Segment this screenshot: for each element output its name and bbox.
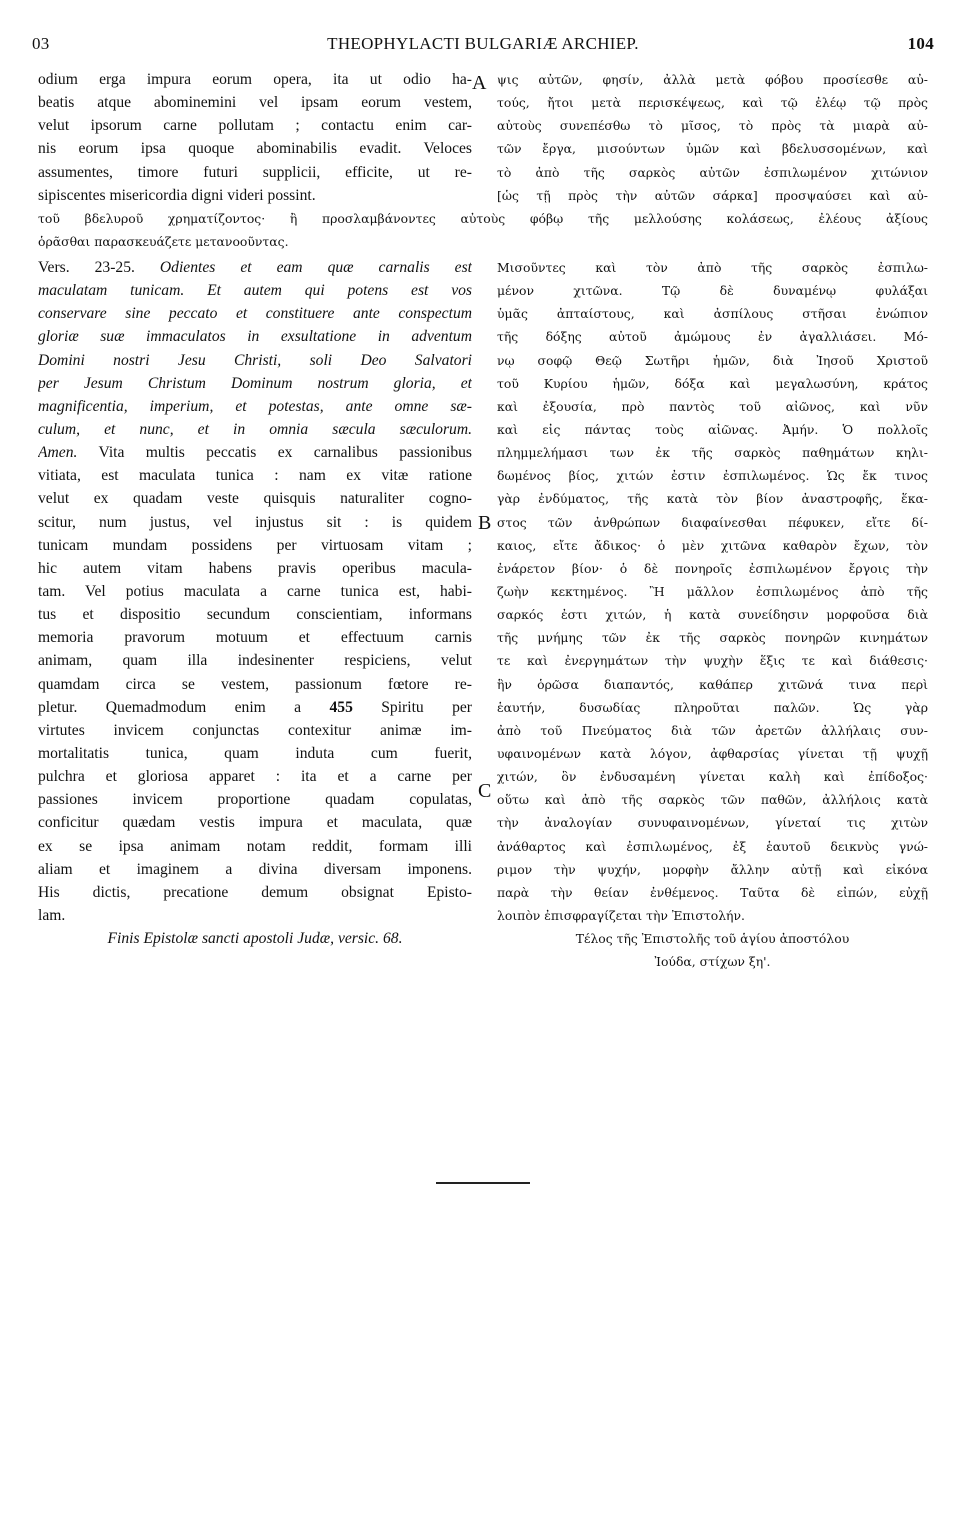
text-line: ριμον τὴν ψυχήν, μορφὴν ἄλλην αὐτῇ καὶ εἰκόνα [497, 861, 928, 877]
text-line: τούς, ἤτοι μετὰ περισκέψεως, καὶ τῷ ἐλέῳ τῷ πρὸς [497, 95, 928, 111]
text-line: καὶ ἐξουσία, πρὸ παντὸς τοῦ αἰῶνος, καὶ νῦν [497, 398, 928, 414]
migne-column-number: 455 [329, 698, 353, 716]
text-line: pulchra et gloriosa apparet : ita et a carne per [38, 768, 472, 786]
text-line: τὸ ἀπὸ τῆς σαρκὸς αὐτῶν ἐσπιλωμένον χιτώνιον [497, 164, 928, 180]
text-line: στος τῶν ἀνθρώπων διαφαίνεσθαι πέφυκεν, εἴτε δί- [497, 514, 928, 530]
text-line: καὶ εἰς πάντας τοὺς αἰῶνας. Ἀμήν. Ὁ πολλοῖς [497, 421, 928, 437]
page-number-left: 03 [32, 34, 50, 53]
verse-text: Odientes et eam quæ carnalis est [159, 259, 472, 276]
margin-letter-b: B [478, 512, 492, 534]
text-line: τῆς δόξης αὐτοῦ ἀμώμους ἐν ἀγαλλιάσει. Μό- [497, 329, 928, 345]
text-line: πλημμελήμασι των ἐκ τῆς σαρκὸς παθημάτων κηλι- [497, 445, 928, 461]
text-line: mortalitatis tunica, quam induta cum fuerit, [38, 744, 472, 762]
text-line: lam. [38, 906, 66, 924]
text-line: beatis atque abominemini vel ipsam eorum vestem, [38, 94, 472, 112]
text-line: σαρκός ἐστι χιτών, ἡ κατὰ συνείδησιν μορφοῦσα διὰ [497, 607, 928, 623]
text-line: Μισοῦντες καὶ τὸν ἀπὸ τῆς σαρκὸς ἐσπιλω- [497, 260, 928, 275]
text-span: Spiritu per [381, 698, 472, 716]
latin-top-paragraph [38, 68, 472, 207]
page-number-right: 104 [907, 34, 934, 53]
text-line: παρὰ τὴν θείαν ἐνθέμενος. Ταῦτα δὲ εἰπών, εὐχῇ [497, 884, 928, 900]
page-marker-line [38, 696, 472, 719]
text-span: pletur. Quemadmodum enim a [38, 698, 302, 716]
text-line: γὰρ ἐνδύματος, τῆς κατὰ τὸν βίον ἀναστροφῆς, ἕκα- [497, 491, 928, 507]
verse-heading-line [38, 256, 472, 279]
text-line: καιος, εἴτε ἄδικος· ὁ μὲν χιτῶνα καθαρὸν ἔχων, τὸν [497, 537, 928, 553]
text-line: τοῦ Κυρίου ἡμῶν, δόξα καὶ μεγαλωσύνη, κράτος [497, 375, 928, 391]
end-rule [436, 1182, 530, 1184]
text-line: velut ipsorum carne pollutam ; contactu enim car- [38, 117, 472, 135]
text-line: ἀπὸ τοῦ Πνεύματος διὰ τῶν ἀρετῶν ἀλλήλαις συν- [497, 722, 928, 738]
text-line: assumentes, timore futuri supplicii, efficite, ut re- [38, 163, 472, 181]
text-line: hic autem vitam habens pravis operibus macula- [38, 559, 472, 577]
text-line: ἑαυτήν, δυσωδίας πληροῦται παλῶν. Ὡς γὰρ [497, 699, 928, 715]
greek-top-paragraph [497, 68, 928, 207]
text-line: gloriæ suæ immaculatos in exsultatione in adventum [38, 328, 472, 346]
text-line: tus et dispositio secundum conscientiam, informans [38, 606, 472, 624]
margin-letter-c: C [478, 780, 492, 802]
text-line: odium erga impura eorum opera, ita ut odio ha- [38, 71, 472, 88]
text-span: Vita multis peccatis ex carnalibus passionibus [98, 444, 472, 462]
text-line: vitiata, est maculata tunica : nam ex vitæ ratione [38, 467, 472, 485]
text-line: ἣν ὁρῶσα διαπαντός, καθάπερ χιτῶνά τινα περὶ [497, 676, 928, 692]
text-line: ἀνάθαρτος καὶ ἐσπιλωμένος, ἐξ ἑαυτοῦ δεικνὺς γνώ- [497, 838, 928, 854]
closing-note-line: Τέλος τῆς Ἐπιστολῆς τοῦ ἁγίου ἀποστόλου [575, 931, 850, 947]
greek-commentary-column [497, 256, 928, 973]
text-line: τῶν ἔργα, μισούντων ὑμῶν καὶ βδελυσσομένων, καὶ [497, 141, 928, 157]
text-line: virtutes invicem conjunctas contexitur animæ im- [38, 721, 472, 739]
text-line: δωμένος βίος, χιτών ἐστιν ἐσπιλωμένος. Ὡς ἔκ τινος [497, 468, 928, 484]
amen-word: Amen. [38, 444, 78, 462]
text-line: τοῦ βδελυροῦ χρηματίζοντος· ἢ προσλαμβάνοντες αὐτοὺς φόβῳ τῆς μελλούσης κολάσεως, ἐλέους ἀξίους [38, 211, 928, 226]
closing-note-line: Ἰούδα, στίχων ξη'. [654, 954, 771, 970]
text-line: maculatam tunicam. Et autem qui potens est vos [38, 282, 472, 300]
text-line: per Jesum Christum Dominum nostrum gloria, et [38, 374, 472, 392]
text-line: τε καὶ ἐνεργημάτων τὴν ψυχὴν ἕξις τε καὶ διάθεσις· [497, 653, 928, 669]
text-line: οὕτω καὶ ἀπὸ τῆς σαρκὸς τῶν παθῶν, ἀλλήλοις κατὰ [497, 792, 928, 808]
text-line: aliam et imaginem a divina diversam imponens. [38, 860, 472, 878]
text-line: [ὡς τῇ πρὸς τὴν αὐτῶν σάρκα] προσψαύσει καὶ αὐ- [497, 187, 928, 203]
amen-line [38, 441, 472, 464]
text-line: passiones invicem proportione quadam copulatas, [38, 791, 472, 809]
text-line: ἐνάρετον βίον· ὁ δὲ πονηροῖς ἐσπιλωμένον ἔργοις τὴν [497, 560, 928, 576]
text-line: culum, et nunc, et in omnia sæcula sæculorum. [38, 420, 472, 438]
text-line: quamdam circa se vestem, passionum fœtore re- [38, 675, 472, 693]
text-line: υφαινομένων κατὰ λόγον, ἀφθαρσίας γίνεται τῇ ψυχῇ [497, 745, 928, 761]
text-line: Domini nostri Jesu Christi, soli Deo Salvatori [38, 351, 472, 369]
verse-reference: Vers. 23-25. [38, 259, 135, 276]
text-line: sipiscentes misericordia digni videri possint. [38, 186, 316, 204]
text-line: λοιπὸν ἐπισφραγίζεται τὴν Ἐπιστολήν. [497, 907, 745, 923]
latin-commentary-column [38, 256, 472, 950]
greek-full-width-lines [38, 207, 928, 253]
text-line: magnificentia, imperium, et potestas, ante omne sæ- [38, 397, 472, 415]
text-line: νῳ σοφῷ Θεῷ Σωτῆρι ἡμῶν, διὰ Ἰησοῦ Χριστοῦ [497, 352, 928, 368]
text-line: velut ex quadam veste quisquis naturaliter cogno- [38, 490, 472, 508]
text-line: tunicam mundam possidens per virtuosam vitam ; [38, 536, 472, 554]
text-line: conservare sine peccato et constituere ante conspectum [38, 305, 472, 323]
text-line: ex se ipsa animam notam reddit, formam illi [38, 837, 472, 855]
text-line: conficitur quædam vestis impura et maculata, quæ [38, 814, 472, 832]
text-line: His dictis, precatione demum obsignat Episto- [38, 883, 472, 901]
text-line: τῆς μνήμης τῶν ἐκ τῆς σαρκὸς πονηρῶν κινημάτων [497, 630, 928, 646]
text-line: ὑμᾶς ἀπταίστους, καὶ ἀσπίλους στῆσαι ἐνώπιον [497, 306, 928, 322]
text-line: χιτών, ὃν ἐνδυσαμένη γίνεται καλὴ καὶ ἐπίδοξος· [497, 769, 928, 785]
text-line: memoria pravorum motuum et effectuum carnis [38, 629, 472, 647]
text-line: τὴν ἀναλογίαν συνυφαινομένων, γίνεταί τις χιτὼν [497, 815, 928, 831]
margin-letter-a: A [472, 72, 487, 94]
text-line: nis eorum ipsa quoque abominabilis evadit. Veloces [38, 140, 472, 158]
text-line: ζωὴν κεκτημένος. Ἢ μᾶλλον ἐσπιλωμένος ἀπὸ τῆς [497, 583, 928, 599]
closing-note: Finis Epistolæ sancti apostoli Judæ, versic. 68. [107, 930, 403, 948]
running-title: THEOPHYLACTI BULGARIÆ ARCHIEP. [327, 34, 639, 53]
text-line: scitur, num justus, vel injustus sit : is quidem [38, 513, 472, 531]
text-line: animam, quam illa indesinenter respiciens, velut [38, 652, 472, 670]
text-line: ὁρᾶσθαι παρασκευάζετε μετανοοῦντας. [38, 234, 289, 250]
running-header [32, 34, 934, 58]
text-line: αὐτοὺς συνεπέσθω τὸ μῖσος, τὸ πρὸς τὰ μιαρὰ αὐ- [497, 118, 928, 134]
text-line: tam. Vel potius maculata a carne tunica est, habi- [38, 582, 472, 600]
text-line: ψις αὐτῶν, φησίν, ἀλλὰ μετὰ φόβου προσίεσθε αὐ- [497, 72, 928, 87]
text-line: μένον χιτῶνα. Τῷ δὲ δυναμένῳ φυλάξαι [497, 283, 928, 299]
